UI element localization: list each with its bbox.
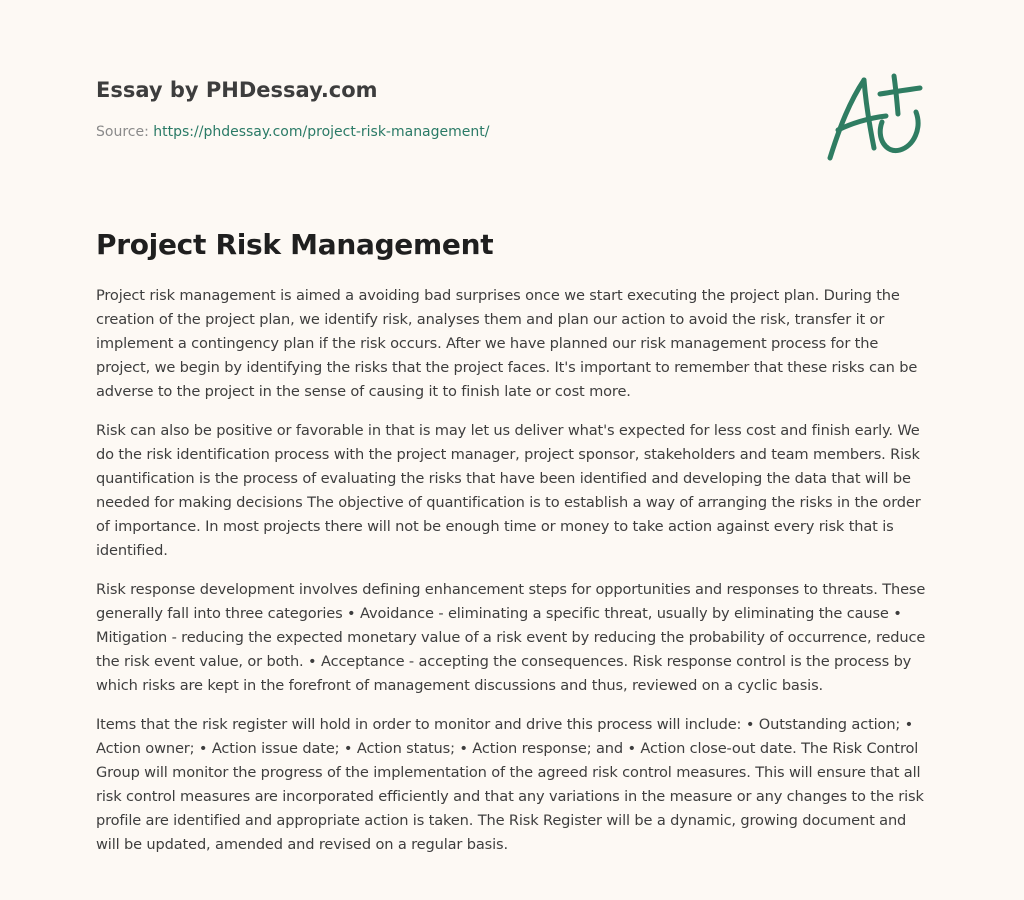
- article-paragraph: Risk response development involves defining enhancement steps for opportunities and responses to threats. These generally fall into three categories • Avoidance - eliminating a specific threat, usually by eliminating the cause • Mitigation - reducing the expected monetary value of a risk event by reducing the probability of occurrence, reduce the risk event value, or both. • Acceptance - accepting the consequences. Risk response control is the process by which risks are kept in the forefront of management discussions and thus, reviewed on a cyclic basis.: [96, 581, 926, 694]
- article-title: Project Risk Management: [96, 228, 494, 261]
- source-link[interactable]: https://phdessay.com/project-risk-management/: [153, 124, 490, 140]
- article-paragraph: Items that the risk register will hold in order to monitor and drive this process will include: • Outstanding action; • Action owner; • Action issue date; • Action status; • Action response; and • Action close-out date. The Risk Control Group will monitor the progress of the implementation of the agreed risk control measures. This will ensure that all risk control measures are incorporated efficiently and that any variations in the measure or any changes to the risk profile are identified and appropriate action is taken. The Risk Register will be a dynamic, growing document and will be updated, amended and revised on a regular basis.: [96, 716, 924, 853]
- article-body: [96, 284, 932, 872]
- essay-header: [96, 76, 796, 142]
- source-line: [96, 122, 796, 142]
- source-label: Source:: [96, 124, 149, 140]
- brand-title: Essay by PHDessay.com: [96, 78, 378, 102]
- article-paragraph: Risk can also be positive or favorable in that is may let us deliver what's expected for less cost and finish early. We do the risk identification process with the project manager, project sponsor, stakeholders and team members. Risk quantification is the process of evaluating the risks that have been identified and developing the data that will be needed for making decisions The objective of quantification is to establish a way of arranging the risks in the order of importance. In most projects there will not be enough time or money to take action against every risk that is identified.: [96, 422, 921, 559]
- article-paragraph: Project risk management is aimed a avoiding bad surprises once we start executing the project plan. During the creation of the project plan, we identify risk, analyses them and plan our action to avoid the risk, transfer it or implement a contingency plan if the risk occurs. After we have planned our risk management process for the project, we begin by identifying the risks that the project faces. It's important to remember that these risks can be adverse to the project in the sense of causing it to finish late or cost more.: [96, 287, 918, 400]
- a-plus-grade-icon: [820, 66, 930, 166]
